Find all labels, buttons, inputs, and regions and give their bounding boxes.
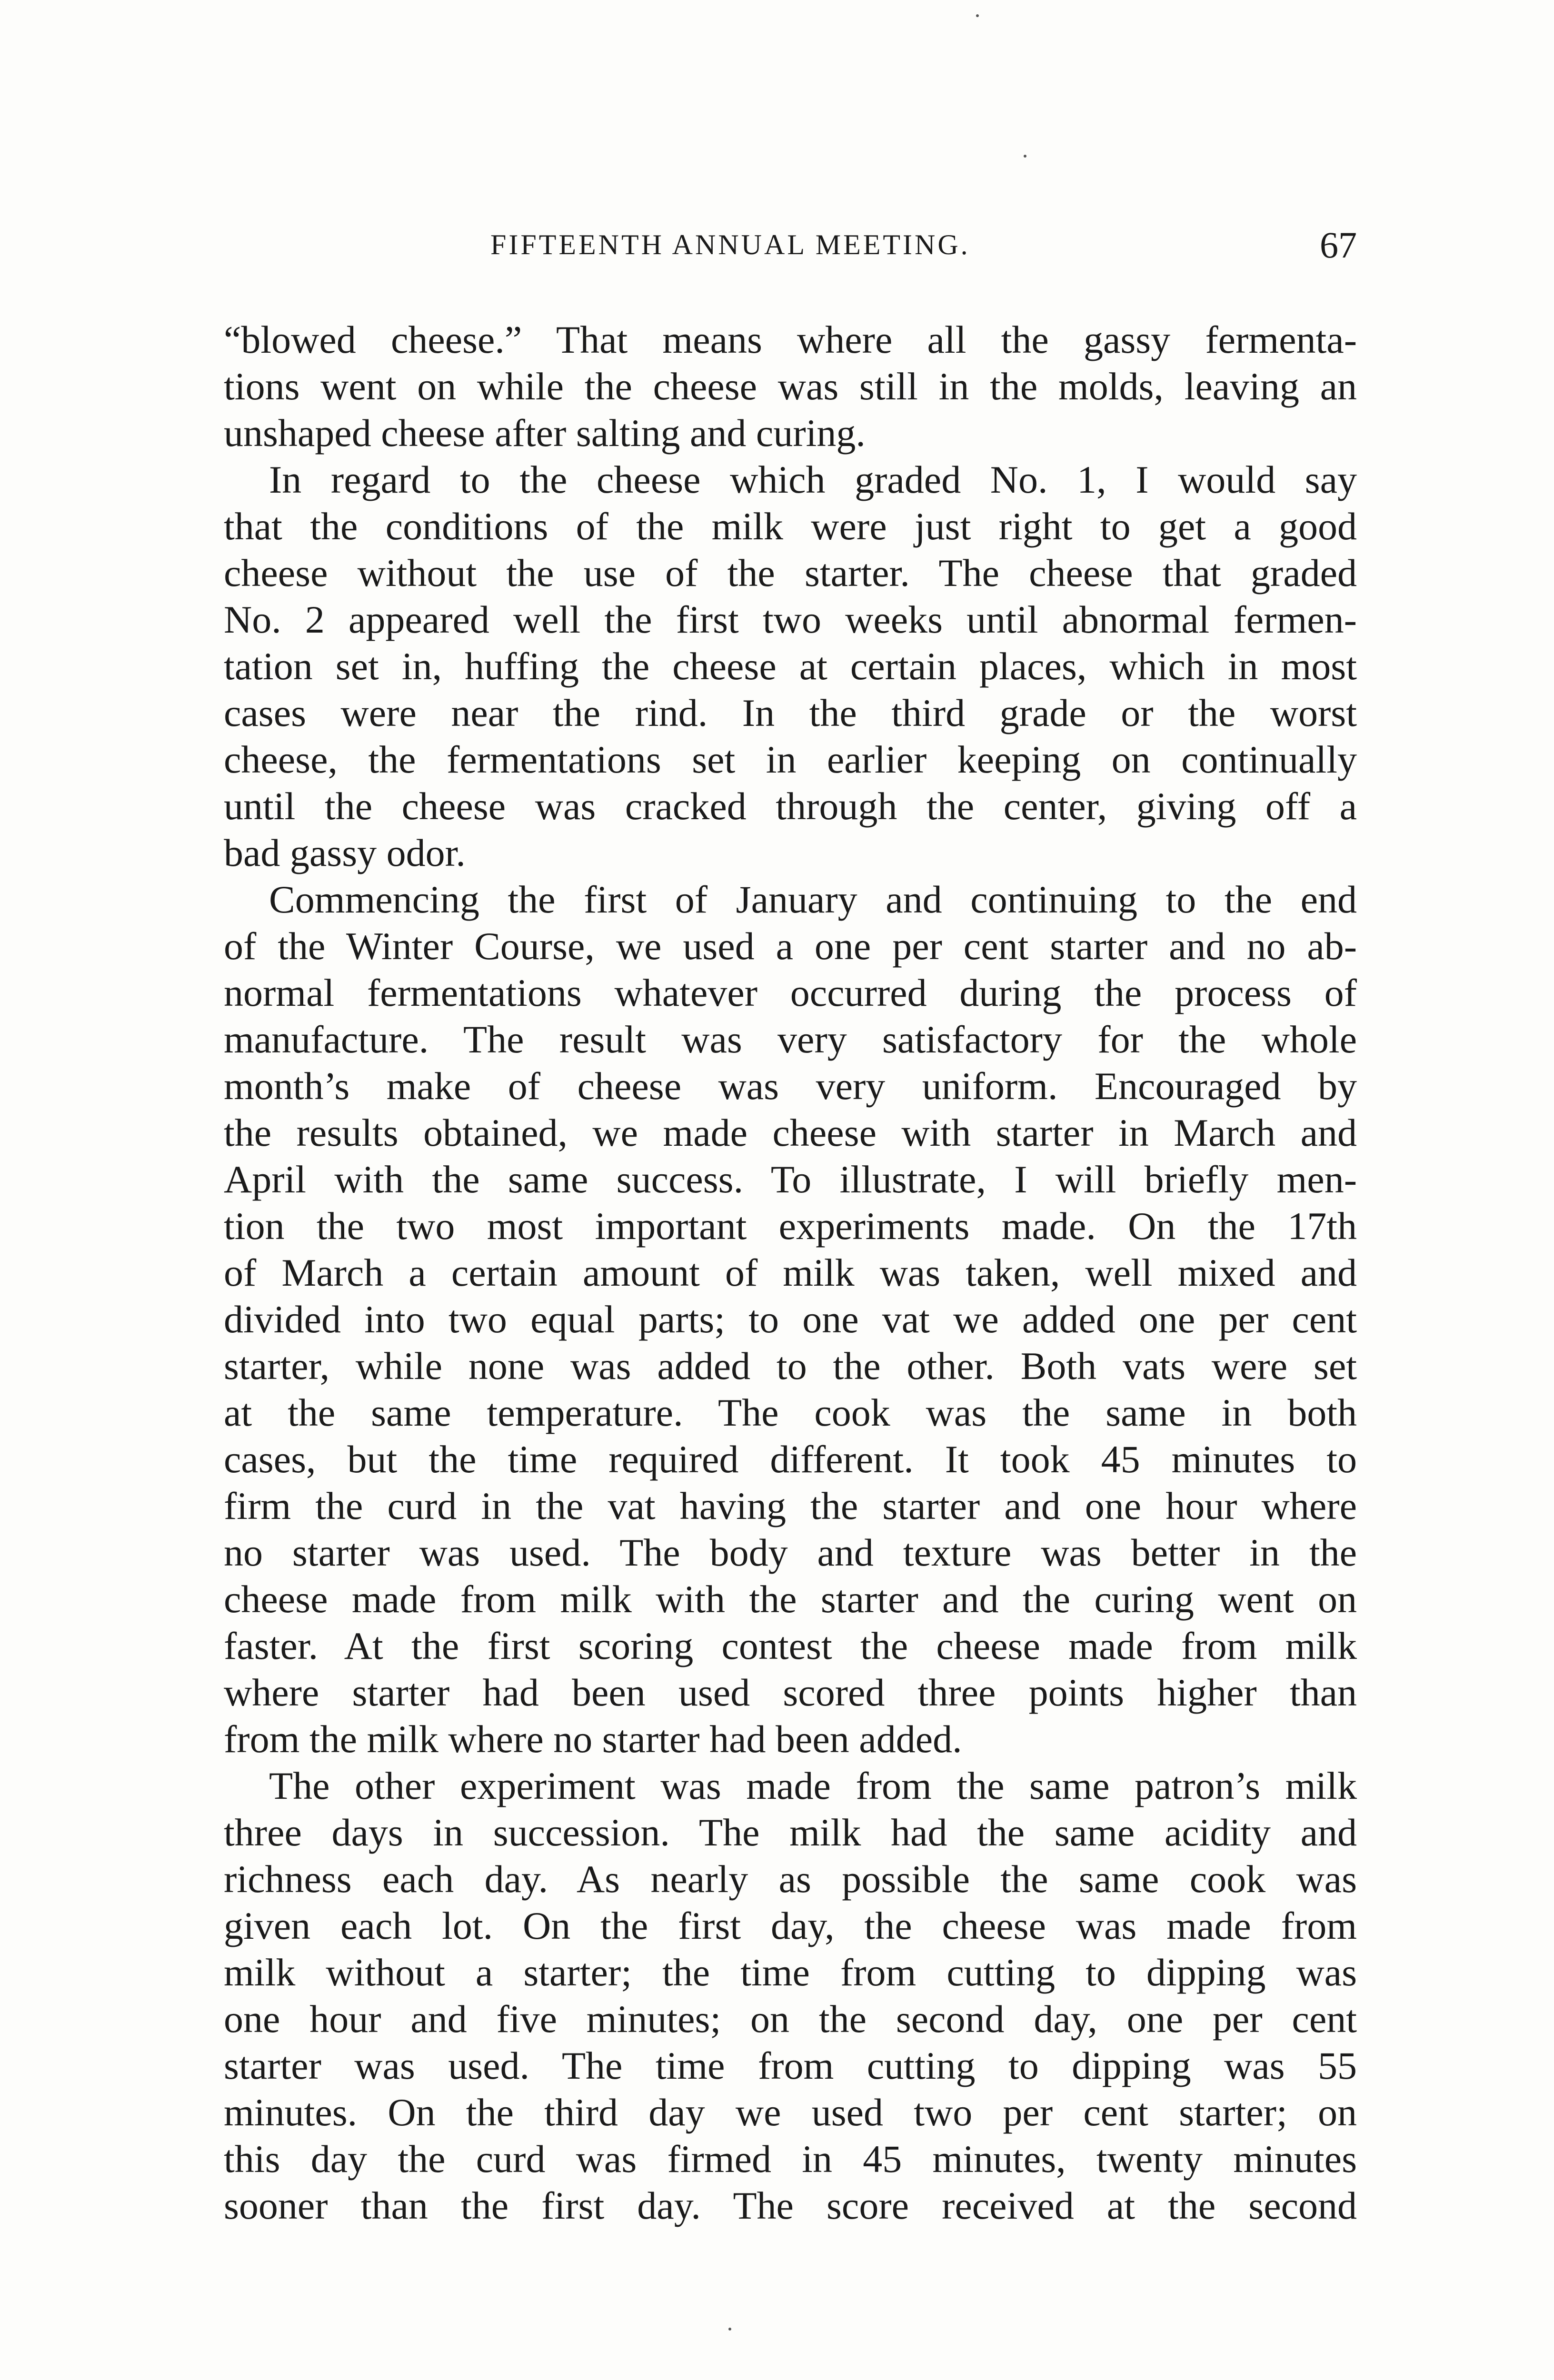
running-title: FIFTEENTH ANNUAL MEETING. <box>490 229 970 260</box>
text-line: given each lot. On the first day, the cheese was made from <box>224 1904 1357 1947</box>
body-text <box>224 317 1357 2229</box>
text-line: sooner than the first day. The score received at the second <box>224 2184 1357 2227</box>
text-line: cases, but the time required different. It took 45 minutes to <box>224 1438 1357 1481</box>
text-line: cheese, the fermentations set in earlier keeping on continually <box>224 738 1357 781</box>
text-line: month’s make of cheese was very uniform. Encouraged by <box>224 1064 1357 1108</box>
text-line: starter, while none was added to the other. Both vats were set <box>224 1344 1357 1388</box>
text-line: manufacture. The result was very satisfactory for the whole <box>224 1018 1357 1061</box>
text-line: starter was used. The time from cutting to dipping was 55 <box>224 2044 1357 2087</box>
text-line: cases were near the rind. In the third grade or the worst <box>224 691 1357 734</box>
text-line: unshaped cheese after salting and curing. <box>224 411 866 455</box>
running-head <box>224 224 1357 276</box>
text-line: until the cheese was cracked through the center, giving off a <box>224 784 1357 828</box>
text-line: that the conditions of the milk were just right to get a good <box>224 505 1357 548</box>
text-line: three days in succession. The milk had the same acidity and <box>224 1811 1357 1854</box>
text-line: No. 2 appeared well the first two weeks until abnormal fermen- <box>224 598 1357 641</box>
text-line: Commencing the first of January and continuing to the end <box>269 878 1357 921</box>
text-line: normal fermentations whatever occurred during the process of <box>224 971 1357 1014</box>
text-line: where starter had been used scored three points higher than <box>224 1671 1357 1714</box>
text-line: cheese without the use of the starter. The cheese that graded <box>224 551 1357 595</box>
text-line: no starter was used. The body and texture was better in the <box>224 1531 1357 1574</box>
print-speck <box>1024 155 1026 158</box>
text-line: of March a certain amount of milk was taken, well mixed and <box>224 1251 1357 1294</box>
text-line: The other experiment was made from the same patron’s milk <box>269 1764 1357 1807</box>
text-line: firm the curd in the vat having the starter and one hour where <box>224 1484 1357 1527</box>
text-line: of the Winter Course, we used a one per cent starter and no ab- <box>224 924 1357 968</box>
text-line: tion the two most important experiments made. On the 17th <box>224 1204 1357 1248</box>
text-line: tation set in, huffing the cheese at certain places, which in most <box>224 645 1357 688</box>
text-line: April with the same success. To illustrate, I will briefly men- <box>224 1158 1357 1201</box>
text-line: at the same temperature. The cook was the same in both <box>224 1391 1357 1434</box>
text-line: cheese made from milk with the starter and the curing went on <box>224 1577 1357 1621</box>
text-line: minutes. On the third day we used two per cent starter; on <box>224 2091 1357 2134</box>
text-line: bad gassy odor. <box>224 831 466 874</box>
text-line: the results obtained, we made cheese with starter in March and <box>224 1111 1357 1154</box>
text-line: from the milk where no starter had been added. <box>224 1717 962 1761</box>
text-line: milk without a starter; the time from cutting to dipping was <box>224 1951 1357 1994</box>
text-line: faster. At the first scoring contest the cheese made from milk <box>224 1624 1357 1667</box>
text-line: this day the curd was firmed in 45 minutes, twenty minutes <box>224 2137 1357 2181</box>
print-speck <box>976 14 979 17</box>
page-number: 67 <box>1320 224 1357 266</box>
text-line: tions went on while the cheese was still in the molds, leaving an <box>224 365 1357 408</box>
text-line: In regard to the cheese which graded No. 1, I would say <box>269 458 1357 501</box>
text-line: “blowed cheese.” That means where all the gassy fermenta- <box>224 318 1357 361</box>
print-speck <box>728 2328 731 2330</box>
text-line: one hour and five minutes; on the second day, one per cent <box>224 1997 1357 2041</box>
text-line: divided into two equal parts; to one vat we added one per cent <box>224 1298 1357 1341</box>
text-line: richness each day. As nearly as possible the same cook was <box>224 1857 1357 1901</box>
